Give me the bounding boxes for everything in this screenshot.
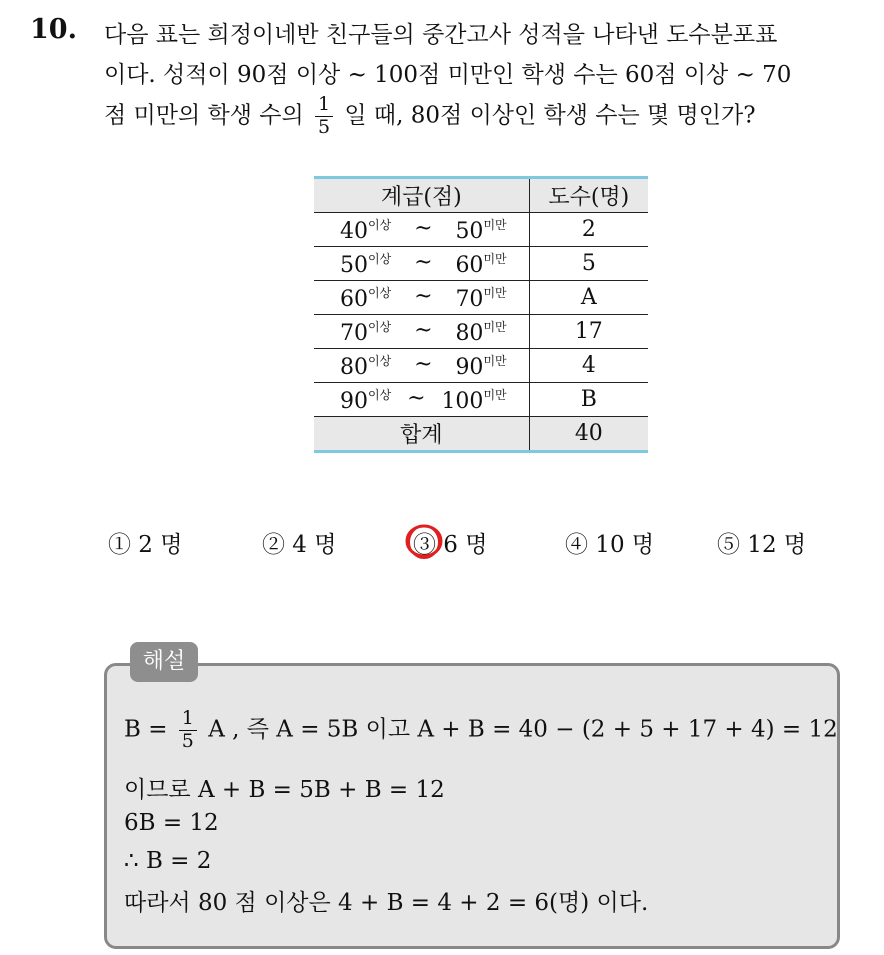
- table-row: [314, 213, 648, 247]
- solution-line-2: 이므로 A + B = 5B + B = 12: [124, 777, 445, 803]
- question-line-2: 이다. 성적이 90점 이상 ~ 100점 미만인 학생 수는 60점 이상 ~ 70: [104, 62, 792, 88]
- class-cell: [314, 383, 529, 417]
- fraction-numerator: 1: [315, 94, 333, 117]
- class-cell: [314, 281, 529, 315]
- frequency-cell: 4: [529, 349, 648, 383]
- range-tilde: ~: [414, 249, 433, 275]
- header-frequency: 도수(명): [529, 178, 648, 213]
- range-tilde: ~: [414, 283, 433, 309]
- total-value: 40: [529, 417, 648, 452]
- total-label: 합계: [314, 417, 529, 452]
- class-lower: $80^{이상}$: [340, 353, 392, 380]
- class-upper: $70^{미만}$: [455, 285, 507, 312]
- fraction-denominator: 5: [318, 115, 331, 138]
- solution-line-4: ∴ B = 2: [124, 848, 212, 874]
- solution-fraction: [179, 708, 197, 753]
- class-cell: [314, 349, 529, 383]
- table-row: [314, 383, 648, 417]
- frequency-cell: A: [529, 281, 648, 315]
- class-upper: $50^{미만}$: [455, 217, 507, 244]
- table-row: [314, 315, 648, 349]
- table-row: [314, 349, 648, 383]
- table-row: [314, 247, 648, 281]
- class-cell: [314, 247, 529, 281]
- class-upper: $80^{미만}$: [455, 319, 507, 346]
- total-row: [314, 417, 648, 452]
- class-cell: [314, 213, 529, 247]
- frequency-cell: B: [529, 383, 648, 417]
- class-cell: [314, 315, 529, 349]
- range-tilde: ~: [414, 317, 433, 343]
- class-lower: $50^{이상}$: [340, 251, 392, 278]
- class-lower: $90^{이상}$: [340, 387, 392, 414]
- choice-5[interactable]: ⑤ 12 명: [717, 532, 807, 558]
- solution-line-1-pre: B =: [124, 716, 168, 743]
- question-line-1: 다음 표는 희정이네반 친구들의 중간고사 성적을 나타낸 도수분포표: [104, 22, 778, 48]
- solution-line-5: 따라서 80 점 이상은 4 + B = 4 + 2 = 6(명) 이다.: [124, 890, 649, 916]
- solution-line-3: 6B = 12: [124, 810, 219, 836]
- solution-tag: 해설: [130, 642, 198, 682]
- question-line-3-pre: 점 미만의 학생 수의: [104, 102, 304, 129]
- frequency-cell: 5: [529, 247, 648, 281]
- frequency-table: [314, 176, 648, 453]
- solution-fraction-denominator: 5: [181, 729, 194, 752]
- class-upper: $90^{미만}$: [455, 353, 507, 380]
- fraction: [315, 94, 333, 139]
- solution-line-1-post: A , 즉 A = 5B 이고 A + B = 40 − (2 + 5 + 17 + 4) = 12: [208, 716, 838, 743]
- choice-1[interactable]: ① 2 명: [108, 532, 183, 558]
- solution-fraction-numerator: 1: [179, 708, 197, 731]
- answer-choices: [0, 524, 884, 564]
- question-line-3: [104, 94, 756, 139]
- frequency-cell: 17: [529, 315, 648, 349]
- choice-2[interactable]: ② 4 명: [262, 532, 337, 558]
- frequency-cell: 2: [529, 213, 648, 247]
- header-class: 계급(점): [314, 178, 529, 213]
- class-lower: $70^{이상}$: [340, 319, 392, 346]
- range-tilde: ~: [407, 385, 426, 411]
- solution-line-1: [124, 708, 838, 753]
- choice-4[interactable]: ④ 10 명: [565, 532, 655, 558]
- range-tilde: ~: [414, 215, 433, 241]
- class-lower: $40^{이상}$: [340, 217, 392, 244]
- class-lower: $60^{이상}$: [340, 285, 392, 312]
- range-tilde: ~: [414, 351, 433, 377]
- class-upper: $100^{미만}$: [441, 387, 507, 414]
- table-body: [314, 213, 648, 452]
- choice-3[interactable]: ③ 6 명: [413, 532, 488, 558]
- question-line-3-post: 일 때, 80점 이상인 학생 수는 몇 명인가?: [344, 102, 756, 129]
- table-row: [314, 281, 648, 315]
- class-upper: $60^{미만}$: [455, 251, 507, 278]
- question-number: 10.: [30, 14, 77, 45]
